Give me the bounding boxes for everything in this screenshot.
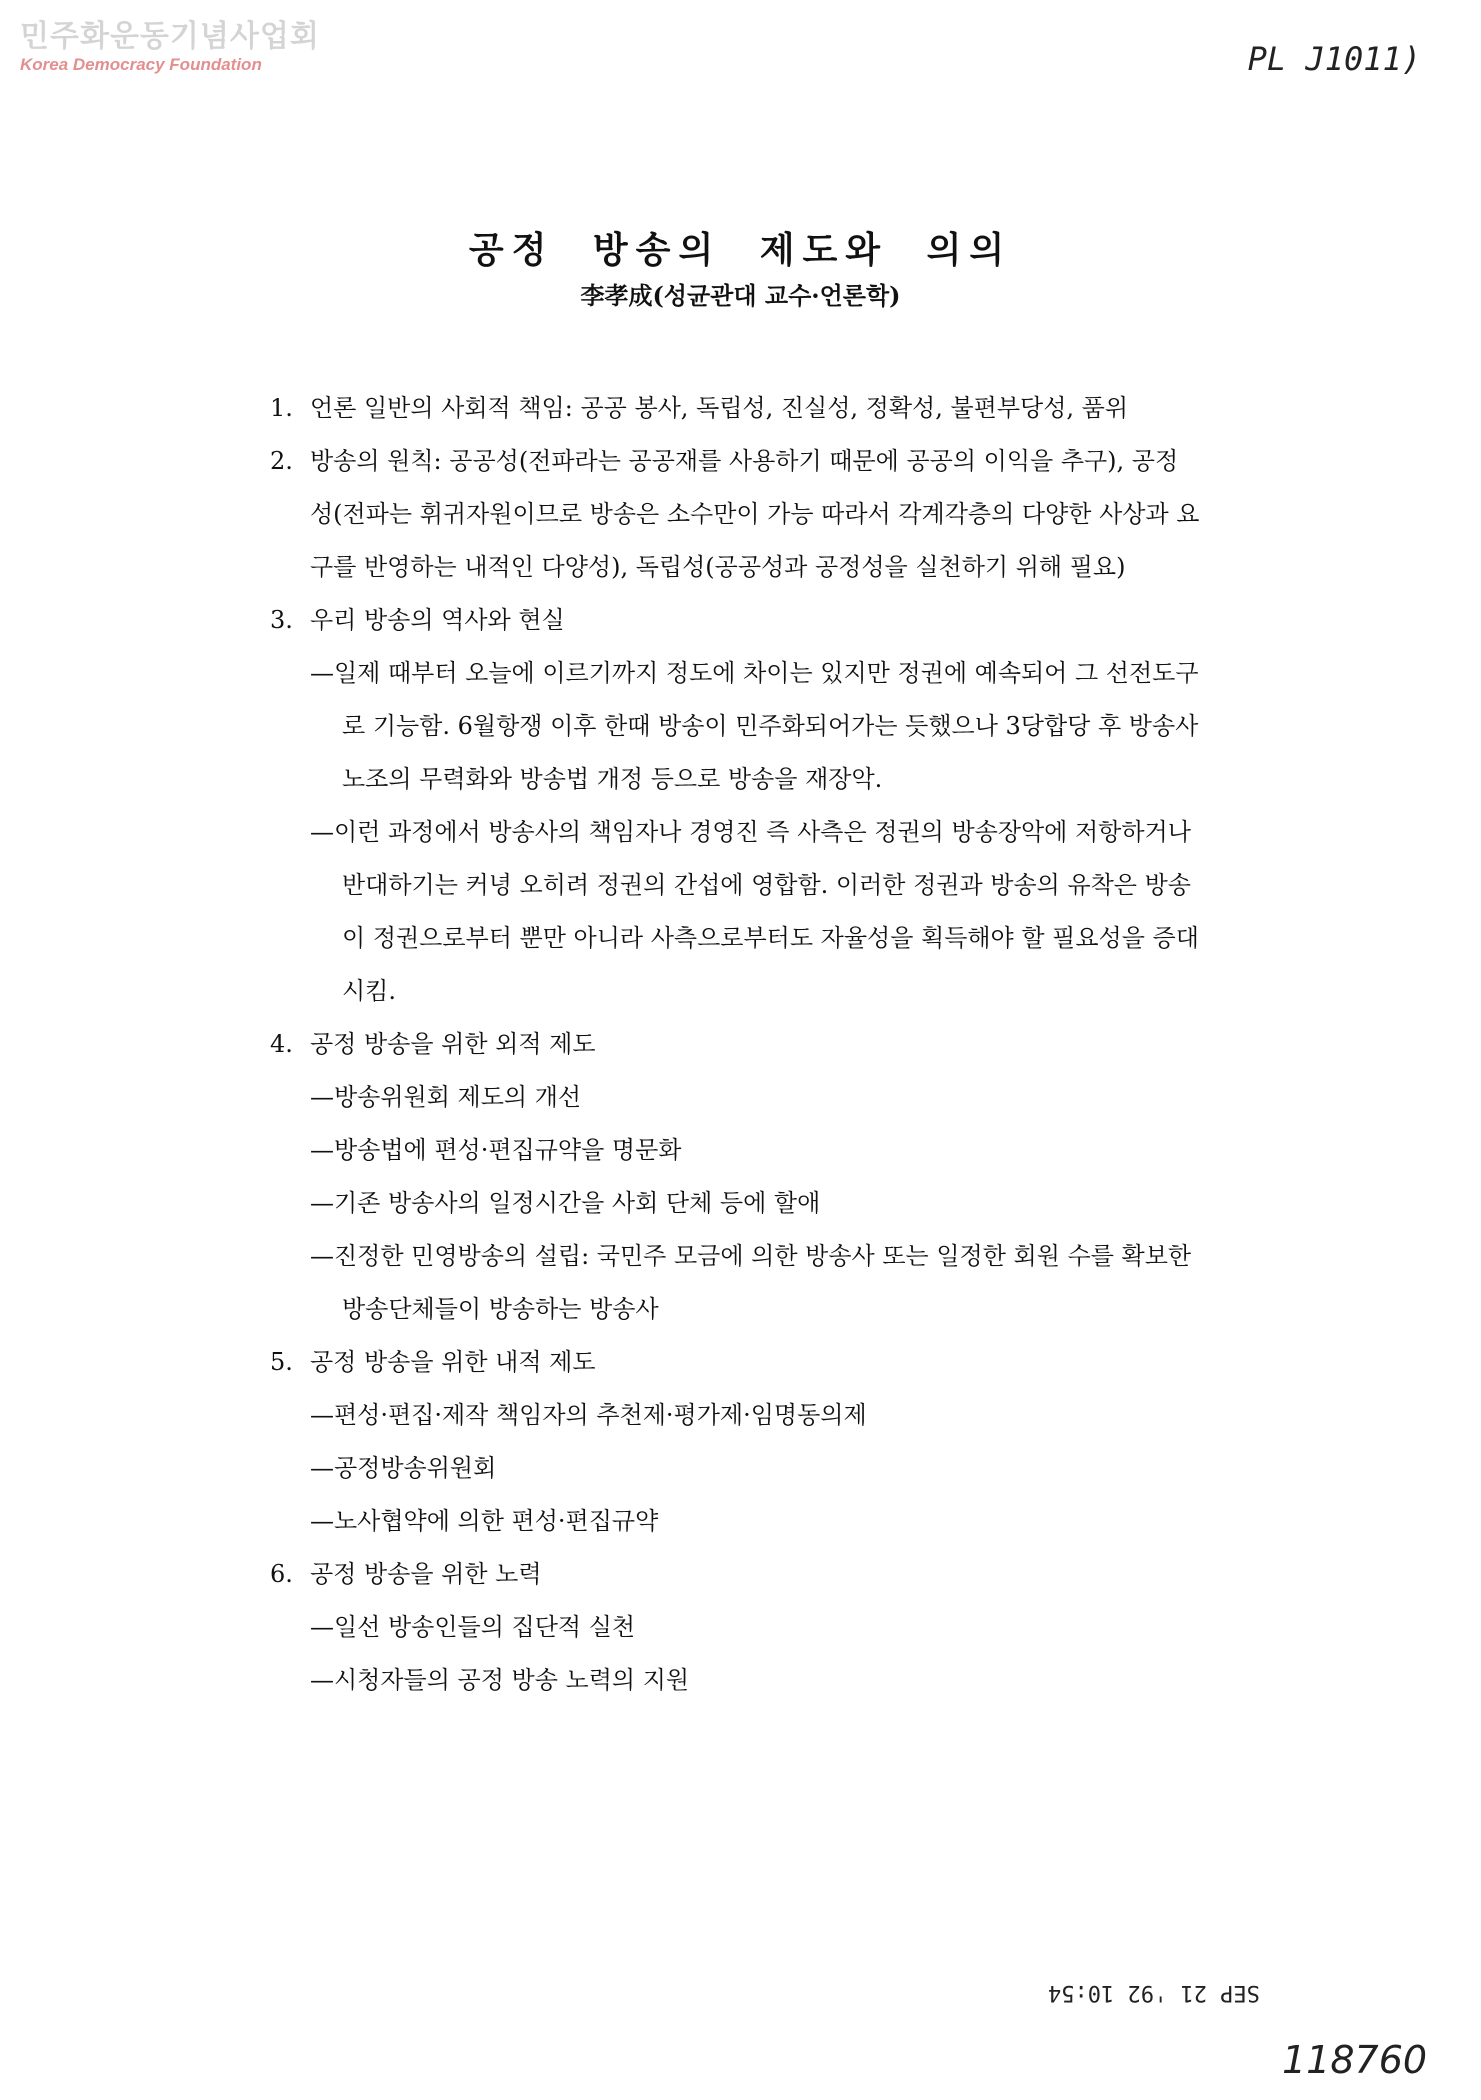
sub-item: —노사협약에 의한 편성·편집규약 (310, 1507, 659, 1535)
sub-item: —방송위원회 제도의 개선 (310, 1083, 582, 1111)
item-text: 언론 일반의 사회적 책임: 공공 봉사, 독립성, 진실성, 정확성, 불편부당성, 품위 (310, 394, 1129, 422)
item-text: 우리 방송의 역사와 현실 (310, 606, 565, 634)
item-text: 공정 방송을 위한 노력 (310, 1560, 542, 1588)
item-text: 공정 방송을 위한 외적 제도 (310, 1030, 596, 1058)
sub-item: —시청자들의 공정 방송 노력의 지원 (310, 1666, 690, 1694)
list-item-3 (270, 594, 1200, 1018)
document-body (270, 382, 1200, 1707)
item-number: 6. (270, 1560, 293, 1588)
fax-timestamp: SEP 21 '92 10:54 (1048, 1980, 1260, 2005)
item-number: 1. (270, 394, 293, 422)
sub-item: —일제 때부터 오늘에 이르기까지 정도에 차이는 있지만 정권에 예속되어 그 선전도구로 기능함. 6월항쟁 이후 한때 방송이 민주화되어가는 듯했으나 3당합당 후 방송사 노조의 무력화와 방송법 개정 등으로 방송을 재장악. (310, 659, 1199, 793)
item-text: 방송의 원칙: 공공성(전파라는 공공재를 사용하기 때문에 공공의 이익을 추구), 공정성(전파는 휘귀자원이므로 방송은 소수만이 가능 따라서 각계각층의 다양한 사상과 요구를 반영하는 내적인 다양성), 독립성(공공성과 공정성을 실천하기 위해 필요) (310, 447, 1200, 581)
item-number: 3. (270, 606, 293, 634)
list-item-5 (270, 1336, 1200, 1548)
document-author: 李孝成(성균관대 교수·언론학) (580, 281, 901, 310)
handwritten-reference-mark: PL J1011) (1247, 40, 1421, 78)
list-item-6 (270, 1548, 1200, 1707)
item-number: 4. (270, 1030, 293, 1058)
sub-item: —방송법에 편성·편집규약을 명문화 (310, 1136, 682, 1164)
watermark-english-text: Korea Democracy Foundation (20, 55, 262, 74)
sub-item: —일선 방송인들의 집단적 실천 (310, 1613, 636, 1641)
sub-item: —편성·편집·제작 책임자의 추천제·평가제·임명동의제 (310, 1401, 867, 1429)
watermark-korean-text: 민주화운동기념사업회 (20, 19, 320, 54)
item-number: 5. (270, 1348, 293, 1376)
item-text: 공정 방송을 위한 내적 제도 (310, 1348, 596, 1376)
document-title: 공정 방송의 제도와 의의 (468, 229, 1013, 271)
sub-item: —기존 방송사의 일정시간을 사회 단체 등에 할애 (310, 1189, 821, 1217)
foundation-watermark (20, 20, 320, 76)
sub-item: —진정한 민영방송의 설립: 국민주 모금에 의한 방송사 또는 일정한 회원 수를 확보한 방송단체들이 방송하는 방송사 (310, 1242, 1192, 1323)
list-item-1 (270, 382, 1200, 435)
list-item-2 (270, 435, 1200, 594)
item-number: 2. (270, 447, 293, 475)
handwritten-page-number: 118760 (1282, 2038, 1428, 2082)
sub-item: —이런 과정에서 방송사의 책임자나 경영진 즉 사측은 정권의 방송장악에 저항하거나 반대하기는 커녕 오히려 정권의 간섭에 영합함. 이러한 정권과 방송의 유착은 방송이 정권으로부터 뿐만 아니라 사측으로부터도 자율성을 획득해야 할 필요성을 증대시킴. (310, 818, 1199, 1005)
sub-item: —공정방송위원회 (310, 1454, 497, 1482)
list-item-4 (270, 1018, 1200, 1336)
